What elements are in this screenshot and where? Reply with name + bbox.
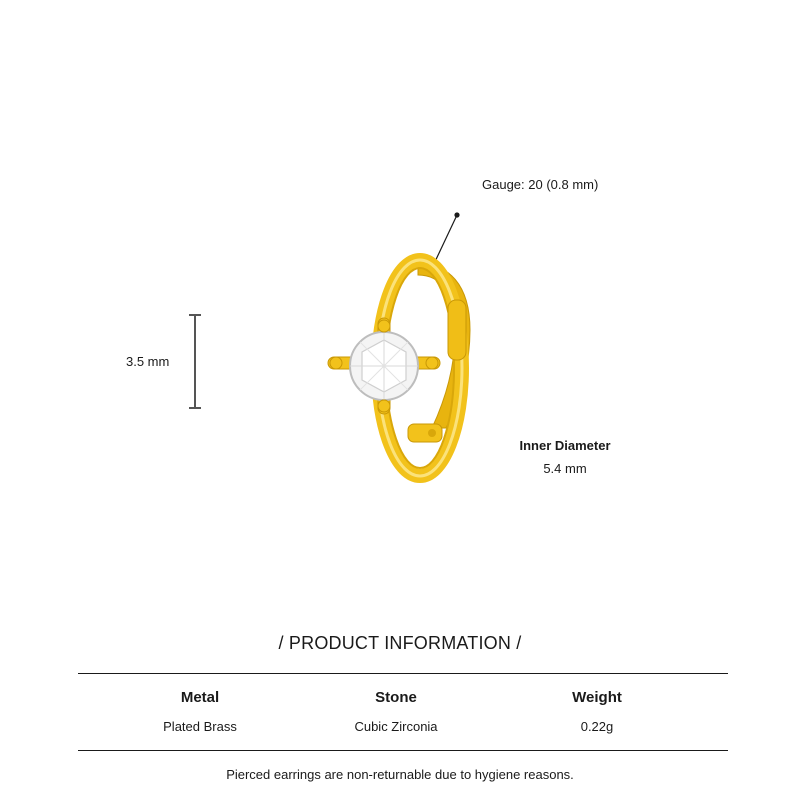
inner-diameter-value: 5.4 mm [543, 461, 587, 476]
spec-stone [296, 689, 496, 734]
spec-metal [100, 689, 300, 734]
spec-metal-value: Plated Brass [163, 719, 237, 734]
stone-setting [328, 318, 440, 414]
spec-stone-label: Stone [375, 689, 417, 706]
divider-top [78, 673, 728, 674]
gauge-label: Gauge: 20 (0.8 mm) [482, 177, 599, 192]
divider-bottom [78, 750, 728, 751]
return-policy-note: Pierced earrings are non-returnable due to hygiene reasons. [226, 767, 574, 782]
inner-diameter-title: Inner Diameter [519, 438, 611, 453]
spec-stone-value: Cubic Zirconia [354, 719, 438, 734]
height-dimension-marker [189, 315, 201, 408]
spec-weight-label: Weight [572, 689, 622, 706]
spec-weight-value: 0.22g [580, 719, 614, 734]
height-label: 3.5 mm [126, 354, 170, 369]
spec-weight [497, 689, 697, 734]
spec-metal-label: Metal [180, 689, 220, 706]
product-info-title: / PRODUCT INFORMATION / [278, 633, 522, 653]
